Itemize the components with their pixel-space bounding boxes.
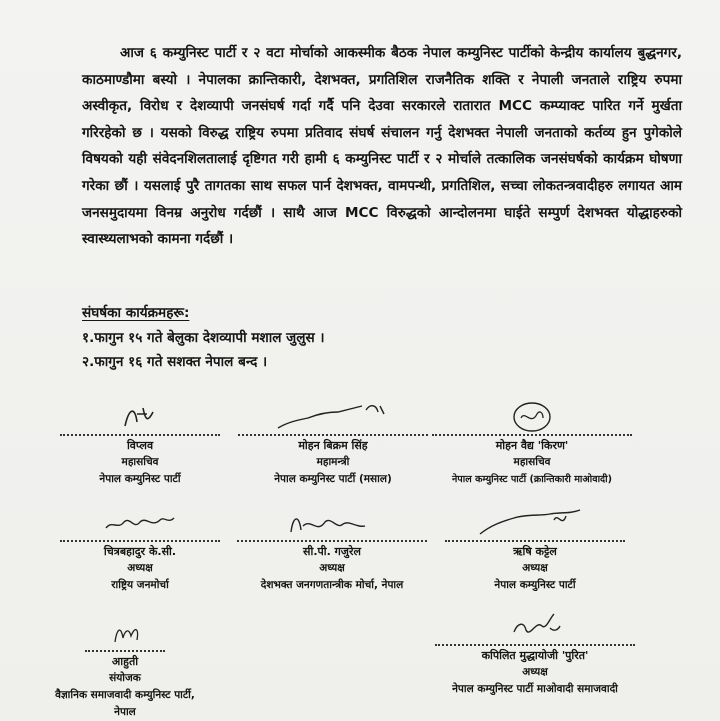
signatory-org: नेपाल कम्युनिस्ट पार्टी माओवादी समाजवादी [452, 683, 618, 695]
signatory-name: ऋषि कट्टेल [513, 545, 557, 558]
signatory-org: वैज्ञानिक समाजवादी कम्युनिस्ट पार्टी, नेपाल [55, 689, 195, 718]
signatory-org: नेपाल कम्युनिस्ट पार्टी (मसाल) [274, 473, 392, 485]
signatory-name: सी.पी. गजुरेल [303, 545, 361, 558]
signatory-org: नेपाल कम्युनिस्ट पार्टी [494, 579, 576, 591]
signatory-name: मोहन वैद्य 'किरण' [495, 439, 569, 452]
signatory-post: अध्यक्ष [522, 562, 548, 574]
signatory-org: नेपाल कम्युनिस्ट पार्टी (क्रान्तिकारी माओवादी) [451, 474, 613, 485]
signatory-name: आहुती [111, 655, 139, 668]
signatory-post: संयोजक [109, 672, 141, 684]
signature-line [237, 540, 427, 542]
signatory-org: राष्ट्रिय जनमोर्चा [111, 579, 169, 591]
signatory-post: महासचिव [513, 456, 551, 468]
signatory-org: नेपाल कम्युनिस्ट पार्टी [99, 473, 181, 485]
signatory-name: मोहन बिक्रम सिंह [298, 439, 368, 452]
signature-line [238, 434, 428, 436]
signature-line [60, 434, 220, 436]
signature-line [60, 540, 220, 542]
signature-block [420, 610, 650, 698]
signature-block [430, 506, 640, 594]
program-item: २.फागुन १६ गते सशक्त नेपाल बन्द । [82, 354, 268, 370]
signature-line [432, 434, 632, 436]
handwritten-signature [258, 400, 408, 434]
signature-block [50, 506, 230, 594]
signatory-name: विप्लव [126, 439, 154, 452]
signatory-post: महासचिव [121, 456, 159, 468]
signatory-org: देशभक्त जनगणतान्त्रीक मोर्चा, नेपाल [260, 579, 404, 591]
program-heading: संघर्षका कार्यक्रमहरू: [82, 305, 190, 321]
signatory-name: कपिलित मुद्धायोजी 'पुरित' [481, 649, 589, 662]
signature-line [445, 540, 625, 542]
handwritten-signature [487, 400, 577, 434]
signatory-post: अध्यक्ष [522, 666, 548, 678]
signatory-name: चित्रबहादुर के.सी. [103, 545, 177, 558]
program-list [82, 301, 682, 375]
program-item: १.फागुन १५ गते बेलुका देशव्यापी मशाल जुलुस । [82, 329, 325, 346]
handwritten-signature [277, 506, 387, 540]
signatory-post: अध्यक्ष [127, 562, 153, 574]
statement-body [82, 40, 682, 253]
signatory-post: महामन्त्री [316, 456, 350, 468]
signatory-post: अध्यक्ष [319, 562, 345, 574]
signature-block [50, 400, 230, 488]
handwritten-signature [470, 506, 600, 540]
handwritten-signature [90, 506, 190, 540]
signature-block [40, 616, 210, 721]
handwritten-signature [490, 610, 580, 644]
handwritten-signature [85, 616, 165, 650]
handwritten-signature [95, 400, 185, 434]
signature-block [422, 400, 642, 488]
signature-block [222, 506, 442, 594]
signature-line [85, 650, 165, 652]
signature-block [228, 400, 438, 488]
signature-line [435, 644, 635, 646]
statement-paragraph: आज ६ कम्युनिस्ट पार्टी र २ वटा मोर्चाको आकस्मीक बैठक नेपाल कम्युनिस्ट पार्टीको केन्द्रीय कार्यालय बुद्धनगर, काठमाण्डौमा बस्यो । नेपालका क्रान्तिकारी, देशभक्त, प्रगतिशिल राजनैतिक शक्ति र नेपाली जनताले राष्ट्रिय रुपमा अस्वीकृत, विरोध र देशव्यापी जनसंघर्ष गर्दा गर्दै पनि देउवा सरकारले रातारात MCC कम्प्याक्ट पारित गर्ने मुर्खता गरिरहेको छ । यसको विरुद्ध राष्ट्रिय रुपमा प्रतिवाद संघर्ष संचालन गर्नु देशभक्त नेपाली जनताको कर्तव्य हुन पुगेकोले विषयको यही संवेदनशिलतालाई दृष्टिगत गरी हामी ६ कम्युनिस्ट पार्टी र २ मोर्चाले तत्कालिक जनसंघर्षको कार्यक्रम घोषणा गरेका छौं । यसलाई पुरै तागतका साथ सफल पार्न देशभक्त, वामपन्थी, प्रगतिशिल, सच्चा लोकतन्त्रवादीहरु लगायत आम जनसमुदायमा विनम्र अनुरोध गर्दछौं । साथै आज MCC विरुद्धको आन्दोलनमा घाईते सम्पुर्ण देशभक्त योद्धाहरुको स्वास्थ्यलाभको कामना गर्दछौं । [82, 45, 682, 248]
